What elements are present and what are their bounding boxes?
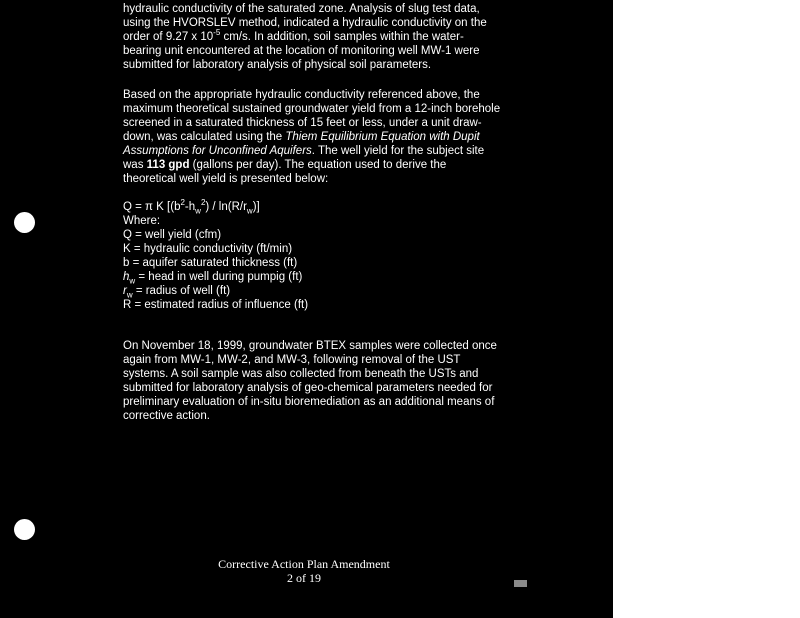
equation: Q = π K $[(b^2-h_w^2) / \ln(R/r_w)]$ [123,198,260,216]
text-line: preliminary evaluation of in-situ bioremediation as an additional means of [123,396,495,408]
well-yield-equation [123,200,525,312]
scan-mark [514,580,527,587]
definition-rw: $r_w$ = radius of well (ft) [123,285,231,300]
text-line: theoretical well yield is presented below: [123,173,329,185]
where-label: Where: [123,215,161,227]
definition-b: b = aquifer saturated thickness (ft) [123,257,298,269]
text-line: hydraulic conductivity of the saturated zone. Analysis of slug test data, [123,3,480,15]
text-line: was 113 gpd (gallons per day). The equation used to derive the [123,159,447,171]
footer-title: Corrective Action Plan Amendment [218,557,390,571]
text-line: again from MW-1, MW-2, and MW-3, following removal of the UST [123,354,461,366]
paragraph-well-yield [123,88,525,186]
paragraph-hydraulic-conductivity [123,2,525,72]
text-line: Based on the appropriate hydraulic conductivity referenced above, the [123,89,480,101]
text-line: On November 18, 1999, groundwater BTEX samples were collected once [123,340,497,352]
text-line: bearing unit encountered at the location of monitoring well MW-1 were [123,45,480,57]
text-line: submitted for laboratory analysis of physical soil parameters. [123,59,432,71]
text-line: systems. A soil sample was also collected from beneath the USTs and [123,368,479,380]
paragraph-btex-samples [123,339,525,423]
text-line: submitted for laboratory analysis of geo-chemical parameters needed for [123,382,493,394]
text-line: down, was calculated using the Thiem Equilibrium Equation with Dupit [123,131,480,143]
page-number: 2 of 19 [287,571,321,585]
text-line: using the HVORSLEV method, indicated a hydraulic conductivity on the [123,17,487,29]
text-line: screened in a saturated thickness of 15 feet or less, under a unit draw- [123,117,482,129]
text-line: corrective action. [123,410,210,422]
definition-q: Q = well yield (cfm) [123,229,222,241]
definition-r: R = estimated radius of influence (ft) [123,299,309,311]
text-line: maximum theoretical sustained groundwater yield from a 12-inch borehole [123,103,501,115]
definition-k: K = hydraulic conductivity (ft/min) [123,243,293,255]
punch-hole-bottom [14,519,35,540]
page-footer [190,557,418,585]
text-line: Assumptions for Unconfined Aquifers. The well yield for the subject site [123,145,485,157]
text-line: order of 9.27 x $10^{-5}$ cm/s. In addition, soil samples within the water- [123,28,464,43]
definition-hw: $h_w$ = head in well during pumpig (ft) [123,271,303,286]
punch-hole-top [14,212,35,233]
